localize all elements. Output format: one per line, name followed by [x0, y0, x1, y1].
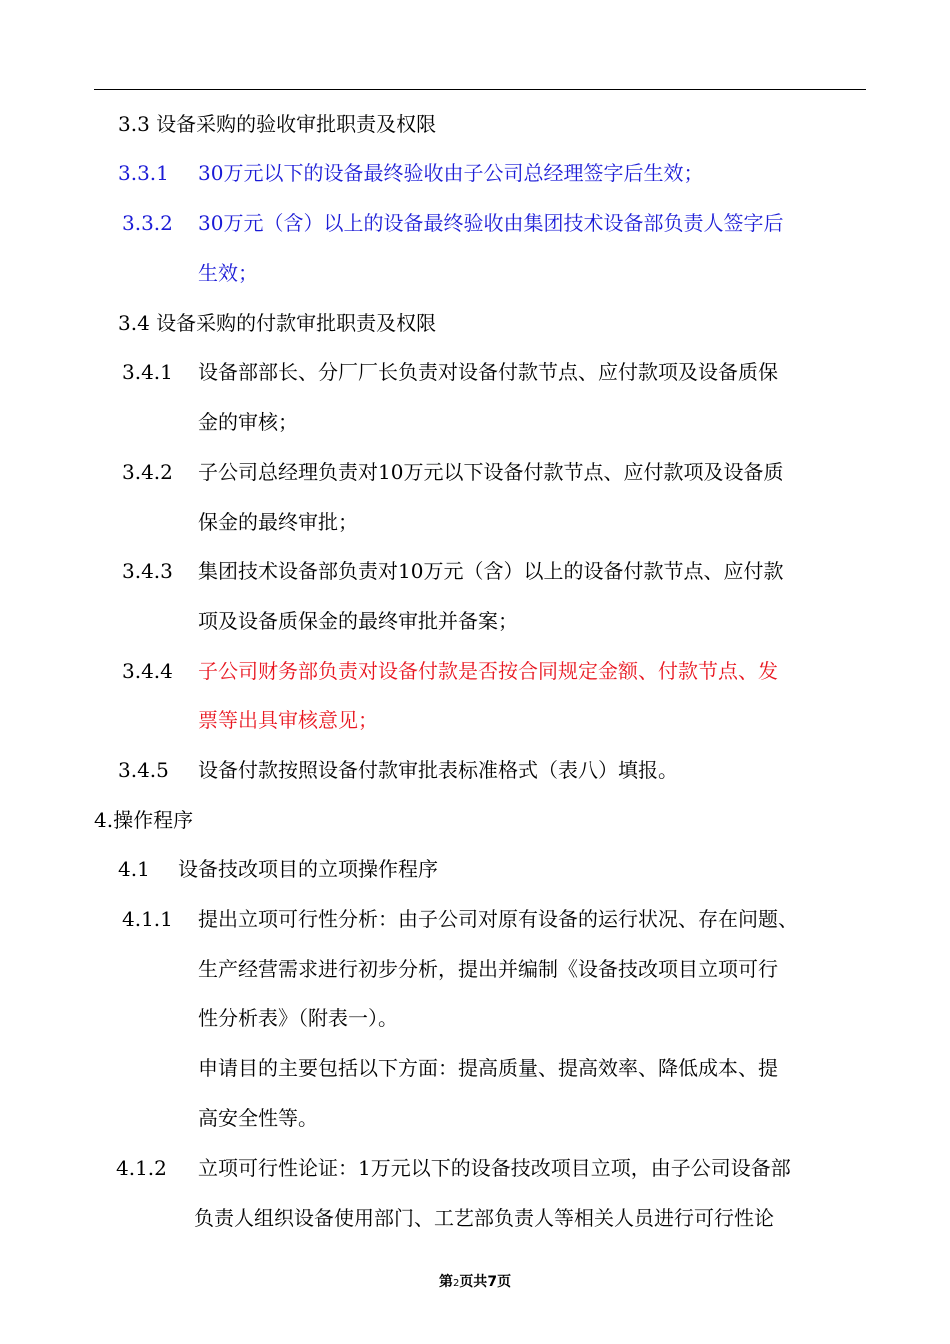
item-number: 4.1.1 [122, 907, 173, 931]
heading-3-3: 3.3 设备采购的验收审批职责及权限 [118, 112, 437, 136]
heading-number: 4.1 [118, 857, 150, 881]
item-number: 3.4.5 [118, 758, 169, 782]
item-text: 设备付款按照设备付款审批表标准格式（表八）填报。 [198, 758, 678, 782]
item-text: 生效； [198, 261, 258, 285]
item-text: 高安全性等。 [198, 1106, 318, 1130]
page-footer [0, 1271, 950, 1291]
item-number: 3.3.2 [122, 211, 173, 235]
item-text: 生产经营需求进行初步分析，提出并编制《设备技改项目立项可行 [198, 957, 778, 981]
item-number: 3.4.2 [122, 460, 173, 484]
footer-suffix: 页 [497, 1274, 512, 1290]
item-text: 立项可行性论证：1万元以下的设备技改项目立项，由子公司设备部 [198, 1156, 791, 1180]
item-text: 子公司财务部负责对设备付款是否按合同规定金额、付款节点、发 [198, 659, 778, 683]
heading-4-1: 设备技改项目的立项操作程序 [178, 857, 438, 881]
item-text: 30万元以下的设备最终验收由子公司总经理签字后生效； [198, 161, 704, 185]
item-text: 提出立项可行性分析：由子公司对原有设备的运行状况、存在问题、 [198, 907, 798, 931]
item-text: 金的审核； [198, 410, 298, 434]
item-number: 3.4.3 [122, 559, 173, 583]
item-text: 保金的最终审批； [198, 510, 358, 534]
heading-4: 4.操作程序 [94, 808, 194, 832]
item-text: 申请目的主要包括以下方面：提高质量、提高效率、降低成本、提 [198, 1056, 778, 1080]
footer-total-pages: 7 [487, 1274, 498, 1290]
item-text: 票等出具审核意见； [198, 708, 378, 732]
item-text: 子公司总经理负责对10万元以下设备付款节点、应付款项及设备质 [198, 460, 784, 484]
item-number: 3.3.1 [118, 161, 169, 185]
footer-page-number: 2 [452, 1278, 460, 1289]
heading-3-4: 3.4 设备采购的付款审批职责及权限 [118, 311, 437, 335]
item-text: 项及设备质保金的最终审批并备案； [198, 609, 518, 633]
item-text: 集团技术设备部负责对10万元（含）以上的设备付款节点、应付款 [198, 559, 784, 583]
footer-middle: 页共 [459, 1274, 488, 1290]
item-text: 30万元（含）以上的设备最终验收由集团技术设备部负责人签字后 [198, 211, 784, 235]
header-rule [94, 89, 866, 90]
item-text: 性分析表》（附表一）。 [198, 1006, 398, 1030]
item-number: 3.4.1 [122, 360, 173, 384]
item-text: 负责人组织设备使用部门、工艺部负责人等相关人员进行可行性论 [194, 1206, 774, 1230]
item-text: 设备部部长、分厂厂长负责对设备付款节点、应付款项及设备质保 [198, 360, 778, 384]
item-number: 4.1.2 [116, 1156, 167, 1180]
item-number: 3.4.4 [122, 659, 173, 683]
footer-prefix: 第 [438, 1274, 453, 1290]
